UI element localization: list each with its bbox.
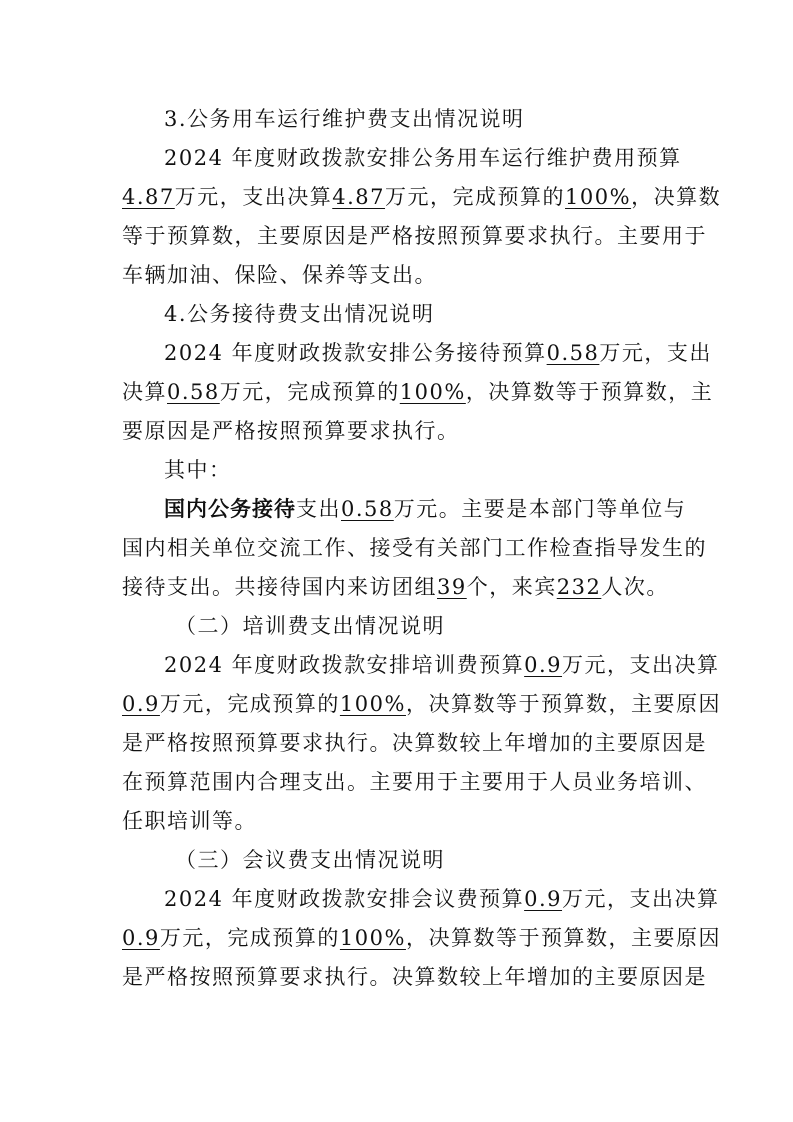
section-3-heading <box>164 99 525 139</box>
actual-amount: 4.87 <box>332 185 386 209</box>
text-fragment: 2024 年度财政拨款安排公务用车运行维护费用预算 <box>164 146 682 170</box>
budget-amount: 0.58 <box>546 341 600 365</box>
text-fragment: 决算 <box>122 380 167 404</box>
text-fragment: 国内相关单位交流工作、接受有关部门工作检查指导发生的 <box>122 536 707 560</box>
budget-amount: 4.87 <box>122 185 175 209</box>
text-fragment: 万元，支出决算 <box>562 887 720 911</box>
text-fragment: 2024 年度财政拨款安排培训费预算 <box>164 653 525 677</box>
visitors-count: 232 <box>556 575 602 599</box>
text-fragment: 是严格按照预算要求执行。决算数较上年增加的主要原因是 <box>122 731 707 755</box>
text-fragment: 万元。主要是本部门等单位与 <box>393 497 687 521</box>
text-fragment: 支出 <box>296 497 341 521</box>
text-fragment: ，决算数等于预算数，主要原因 <box>405 692 721 716</box>
text-fragment: 要原因是严格按照预算要求执行。 <box>122 419 460 443</box>
paragraph-line <box>122 801 257 841</box>
text-fragment: 车辆加油、保险、保养等支出。 <box>122 263 437 287</box>
paragraph-line <box>122 684 721 724</box>
text-fragment: 是严格按照预算要求执行。决算数较上年增加的主要原因是 <box>122 965 707 989</box>
actual-amount: 0.58 <box>167 380 220 404</box>
text-fragment: 万元，完成预算的 <box>159 926 340 950</box>
text-fragment: 万元，完成预算的 <box>219 380 400 404</box>
paragraph-line <box>122 177 721 217</box>
text-fragment: 接待支出。共接待国内来访团组 <box>122 575 437 599</box>
text-fragment: ，决算数等于预算数，主要原因 <box>405 926 721 950</box>
meeting-heading <box>175 840 445 880</box>
paragraph-line <box>122 216 707 256</box>
section-4-heading <box>164 294 435 334</box>
section-3-heading-text: 3.公务用车运行维护费支出情况说明 <box>164 107 525 131</box>
paragraph-line <box>122 411 460 451</box>
paragraph-line <box>122 918 721 958</box>
text-fragment: ，决算数等于预算数，主 <box>465 380 714 404</box>
text-fragment: 在预算范围内合理支出。主要用于主要用于人员业务培训、 <box>122 770 707 794</box>
groups-count: 39 <box>437 575 467 599</box>
paragraph-line <box>164 489 686 529</box>
text-fragment: 人次。 <box>601 575 669 599</box>
domestic-reception-label: 国内公务接待 <box>164 497 296 521</box>
paragraph-line <box>122 723 707 763</box>
actual-amount: 0.9 <box>122 692 160 716</box>
among-label: 其中： <box>164 458 232 482</box>
paragraph-line <box>122 255 437 295</box>
completion-rate: 100% <box>339 926 406 950</box>
text-fragment: 2024 年度财政拨款安排公务接待预算 <box>164 341 547 365</box>
paragraph-line <box>122 567 669 607</box>
training-heading-text: （二）培训费支出情况说明 <box>175 614 445 638</box>
text-fragment: 任职培训等。 <box>122 809 257 833</box>
paragraph-line <box>122 957 707 997</box>
paragraph-line <box>164 450 232 490</box>
text-fragment: 万元，完成预算的 <box>159 692 340 716</box>
paragraph-line <box>122 528 707 568</box>
text-fragment: 万元，完成预算的 <box>385 185 566 209</box>
meeting-heading-text: （三）会议费支出情况说明 <box>175 848 445 872</box>
completion-rate: 100% <box>399 380 466 404</box>
text-fragment: 万元，支出决算 <box>562 653 720 677</box>
text-fragment: 万元，支出决算 <box>174 185 333 209</box>
text-fragment: 等于预算数，主要原因是严格按照预算要求执行。主要用于 <box>122 224 707 248</box>
text-fragment: 个，来宾 <box>466 575 557 599</box>
text-fragment: 万元，支出 <box>599 341 712 365</box>
completion-rate: 100% <box>565 185 632 209</box>
text-fragment: ，决算数 <box>631 185 722 209</box>
paragraph-line <box>164 333 712 373</box>
paragraph-line <box>122 762 707 802</box>
paragraph-line <box>164 645 720 685</box>
text-fragment: 2024 年度财政拨款安排会议费预算 <box>164 887 525 911</box>
budget-amount: 0.9 <box>524 887 563 911</box>
paragraph-line <box>122 372 713 412</box>
completion-rate: 100% <box>339 692 406 716</box>
actual-amount: 0.9 <box>122 926 160 950</box>
domestic-amount: 0.58 <box>341 497 394 521</box>
paragraph-line <box>164 879 720 919</box>
section-4-heading-text: 4.公务接待费支出情况说明 <box>164 302 435 326</box>
paragraph-line <box>164 138 682 178</box>
training-heading <box>175 606 445 646</box>
budget-amount: 0.9 <box>524 653 563 677</box>
